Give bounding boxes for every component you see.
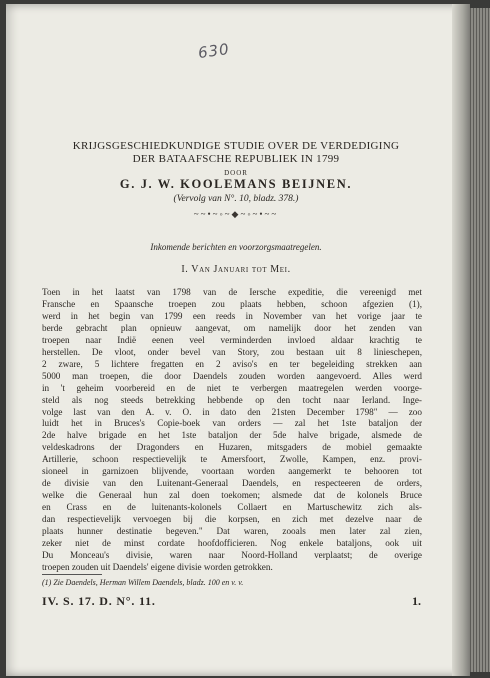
author-name: G. J. W. KOOLEMANS BEIJNEN. xyxy=(119,177,353,191)
body-line: zeker niet de minst cordate hoofdofficieren. Nog enkele bataljons, ook uit xyxy=(42,538,422,549)
body-line: troepen zouden uit Daendels' eigene divisie worden getrokken. xyxy=(42,561,273,572)
title-line-1: KRIJGSGESCHIEDKUNDIGE STUDIE OVER DE VERDEDIGING xyxy=(72,140,400,152)
body-line: 5000 man troepen, die door Daendels zouden worden aangevoerd. Alles werd xyxy=(42,370,422,381)
body-text xyxy=(42,287,422,574)
body-line: Du Monceau's divisie, waren naar Noord-Holland verplaatst; de overige xyxy=(42,549,422,560)
body-line: plaats hunner destinatie begeven." Dat waren, zooals men later zal zien, xyxy=(42,526,422,537)
body-line: volge last van den A. v. O. in dato den 21sten December 1798" — zoo xyxy=(42,406,422,417)
body-line: Toen in het laatst van 1798 van de Iersche expeditie, die vereenigd met xyxy=(42,287,422,297)
title-line-2: DER BATAAFSCHE REPUBLIEK IN 1799 xyxy=(132,153,340,165)
body-line: en Crass en de luitenants-kolonels Collaert en Martuschewitz zich als- xyxy=(42,502,422,513)
body-line: luidt het in Bruces's Copie-boek van orders — zal het 1ste bataljon der xyxy=(42,418,422,429)
section-heading: I. Van Januari tot Mei. xyxy=(181,264,291,275)
ornament-divider: ~~•~◦~◆~◦~•~~ xyxy=(193,209,279,219)
book-page xyxy=(6,4,470,676)
body-line: Artillerie, schoon respectievelijk te Amersfoort, Zwolle, Kampen, enz. provi- xyxy=(42,454,422,465)
page-gutter-shadow xyxy=(452,4,470,676)
byline-door: DOOR xyxy=(224,169,248,177)
body-line: in 't geheim voorbereid en de niet te verbergen maatregelen werden voorge- xyxy=(42,382,422,393)
body-line: de divisie van den Luitenant-Generaal Daendels, en respecteeren de orders, xyxy=(42,478,422,489)
footnote-rule xyxy=(42,574,102,575)
printer-signature: IV. S. 17. D. N°. 11. xyxy=(42,594,156,608)
book-page-edges xyxy=(470,8,490,672)
body-line: veldeskadrons der Dragonders en Huzaren, mitsgaders de mobiel gemaakte xyxy=(42,442,422,453)
footnote: (1) Zie Daendels, Herman Willem Daendels, bladz. 100 en v. v. xyxy=(42,578,244,587)
body-line: steld als nog steeds betrekking hebbende op den tocht naar Ierland. Inge- xyxy=(42,394,422,405)
handwritten-page-number: 630 xyxy=(196,39,231,63)
body-line: welke die Generaal hun zal doen toekomen; alsmede dat de kolonels Bruce xyxy=(42,490,422,501)
body-line: 2de halve brigade en het 1ste bataljon der 5de halve brigade, alsmede de xyxy=(42,430,422,441)
body-line: herstellen. De vloot, onder bevel van Story, zou bestaan uit 8 linieschepen, xyxy=(42,346,422,357)
body-line: troepen naar Indië eenen veel verminderden invloed aldaar krachtig te xyxy=(42,334,422,345)
sheet-number: 1. xyxy=(412,594,421,608)
body-line: 2 zware, 5 lichtere fregatten en 2 aviso's en ter begeleiding strekken aan xyxy=(42,358,422,369)
continuation-note: (Vervolg van N°. 10, bladz. 378.) xyxy=(173,194,299,204)
body-line: Fransche en Spaansche troepen zou plaats hebben, schoon afgezien (1), xyxy=(42,298,422,309)
body-line: berde gebracht plan opnieuw aangevat, om namelijk door het zenden van xyxy=(42,322,422,333)
body-line: sioneel in garnizoen blijvende, voortaan worden aangemerkt te behooren tot xyxy=(42,466,422,477)
body-line: dan respectievelijk vervoegen bij die korpsen, en zich met dezelve naar de xyxy=(42,514,422,525)
intro-heading: Inkomende berichten en voorzorgsmaatregelen. xyxy=(150,242,322,252)
body-line: werd in het begin van 1799 een reeds in November van het vorige jaar te xyxy=(42,310,422,321)
